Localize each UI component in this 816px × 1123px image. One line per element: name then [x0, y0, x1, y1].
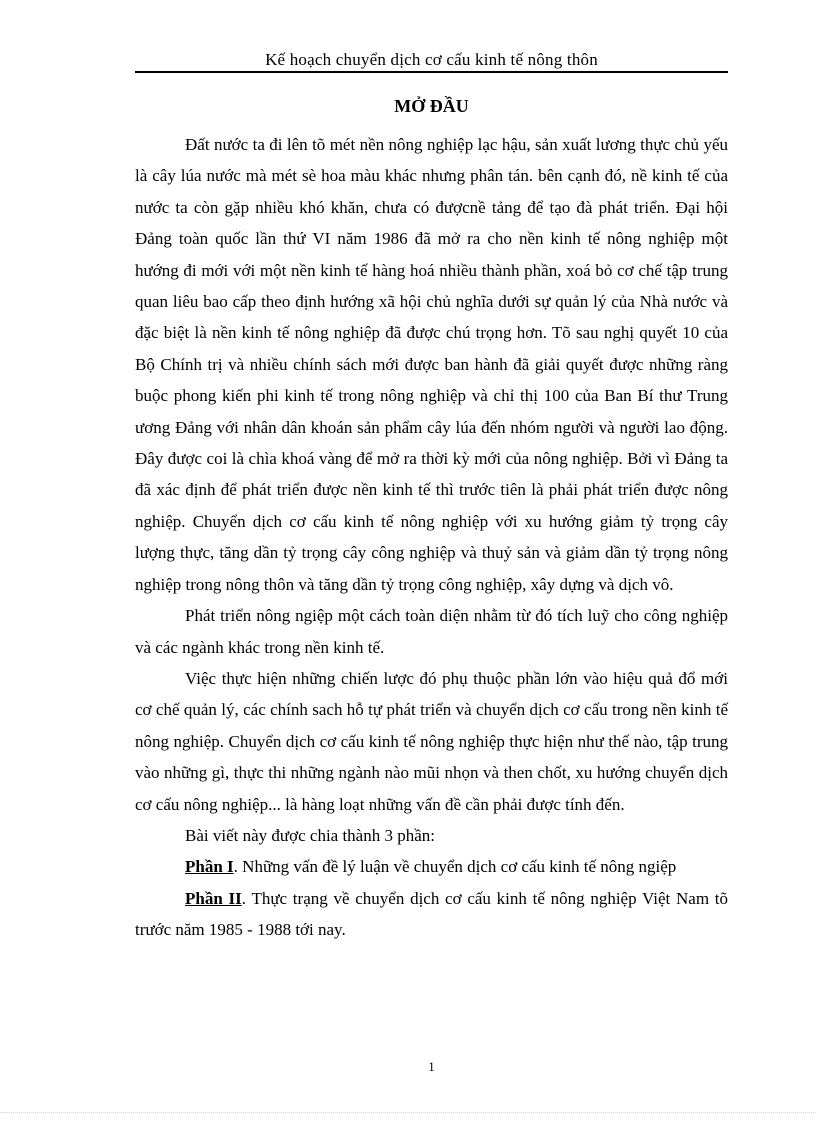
- header-divider: [135, 71, 728, 73]
- part-two-label: Phần II: [185, 888, 242, 908]
- part-one-line: [135, 851, 728, 882]
- page-number: 1: [428, 1059, 435, 1074]
- page-bottom-border: [0, 1112, 816, 1113]
- paragraph-development: Phát triển nông ngiệp một cách toàn diện nhằm từ đó tích luỹ cho công nghiệp và các ngành khác trong nền kinh tế.: [135, 606, 728, 657]
- paragraph-structure: Bài viết này được chia thành 3 phần:: [185, 825, 435, 845]
- running-header: Kế hoạch chuyển dịch cơ cấu kinh tế nông thôn: [265, 50, 598, 69]
- paragraph-strategy: Việc thực hiện những chiến lược đó phụ thuộc phần lớn vào hiệu quả đổ mới cơ chế quản lý, các chính sach hỗ tự phát triển và chuyển dịch cơ cấu trong nền kinh tế nông nghiệp. Chuyển dịch cơ cấu kinh tế nông nghiệp thực hiện như thế nào, tập trung vào những gì, thực thi những ngành nào mũi nhọn và then chốt, xu hướng chuyển dịch cơ cấu nông nghiệp... là hàng loạt những vấn đề cần phải được tính đến.: [135, 668, 728, 814]
- part-one-text: . Những vấn đề lý luận về chuyển dịch cơ cấu kinh tế nông ngiệp: [233, 857, 677, 877]
- section-heading: MỞ ĐẦU: [394, 96, 469, 116]
- part-two-line: [135, 883, 728, 946]
- part-two-text: . Thực trạng về chuyển dịch cơ cấu kinh tế nông nghiệp Việt Nam tõ trước năm 1985 - 1988 tới nay.: [135, 888, 728, 940]
- paragraph-intro: Đất nước ta đi lên tõ mét nền nông nghiệp lạc hậu, sản xuất lương thực chủ yếu là cây lúa nước mà mét sè hoa màu khác nhưng phân tán. bên cạnh đó, nề kinh tế của nước ta còn gặp nhiều khó khăn, chưa có đượcnề tảng để tạo đà phát triển. Đại hội Đảng toàn quốc lần thứ VI năm 1986 đã mở ra cho nền kinh tế nông nghiệp một hướng đi mới với một nền kinh tế hàng hoá nhiều thành phần, xoá bỏ cơ chế tập trung quan liêu bao cấp theo định hướng xã hội chủ nghĩa dưới sự quản lý của Nhà nước và đặc biệt là nền kinh tế nông nghiệp đã được chú trọng hơn. Tõ sau nghị quyết 10 của Bộ Chính trị và nhiều chính sách mới được ban hành đã giải quyết được những ràng buộc phong kiến phi kinh tế trong nông nghiệp và chỉ thị 100 của Ban Bí thư Trung ương Đảng với nhân dân khoán sản phẩm cây lúa đến nhóm người và người lao động. Đây được coi là chìa khoá vàng để mở ra thời kỳ mới của nông nghiệp. Bởi vì Đảng ta đã xác định để phát triển được nền kinh tế thì trước tiên là phải phát triển được nông nghiệp. Chuyển dịch cơ cấu kinh tế nông nghiệp với xu hướng giảm tỷ trọng cây lượng thực, tăng dần tỷ trọng cây công nghiệp và thuỷ sản và giảm dần tỷ trọng nông nghiệp trong nông thôn và tăng dần tỷ trọng công nghiệp, xây dựng và dịch vô.: [135, 135, 728, 594]
- document-body: [135, 129, 728, 946]
- part-one-label: Phần I: [185, 857, 234, 877]
